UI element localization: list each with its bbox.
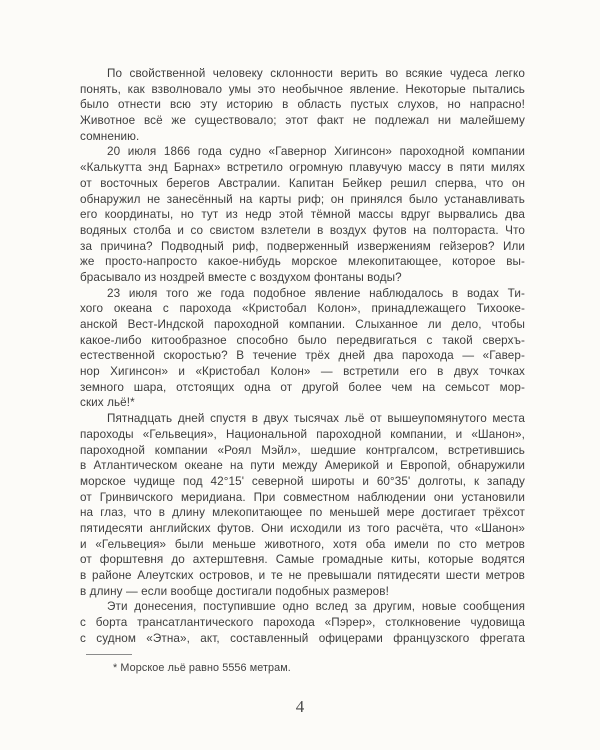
text-line: анской Вест-Индской пароходной компании. Слыханное ли дело, чтобы — [80, 318, 525, 331]
paragraph — [80, 599, 525, 646]
text-line: от форштевня до ахтерштевня. Самые громадные киты, которые водятся — [80, 553, 525, 567]
text-line: пятидесяти английских футов. Они исходили из того расчёта, что «Шанон» — [80, 521, 525, 535]
text-line: от Гринвичского меридиана. При совместном наблюдении они установили — [80, 490, 525, 504]
text-line: в районе Алеутских островов, и те не превышали пятидесяти шести метров — [80, 569, 525, 582]
text-line: с борта трансатлантического парохода «Пэрер», столкновение чудовища — [80, 616, 525, 630]
text-line: брасывало из ноздрей вместе с воздухом фонтаны воды? — [80, 270, 402, 284]
text-line: на глаз, что в длину млекопитающее по меньшей мере достигает трёхсот — [80, 506, 525, 520]
text-line: 23 июля того же года подобное явление наблюдалось в водах Ти- — [107, 286, 525, 300]
text-line: водяных столба и со свистом взлетели в воздух футов на полтораста. Что — [80, 223, 525, 237]
text-line: понять, как взволновало умы это необычное явление. Некоторые пытались — [80, 82, 525, 96]
text-line: от восточных берегов Австралии. Капитан Бейкер решил сперва, что он — [80, 176, 525, 190]
text-line: сомнению. — [80, 129, 140, 143]
text-line: земного шара, отстоящих одна от другой более чем на семьсот мор- — [80, 380, 525, 394]
paragraph — [80, 144, 525, 285]
text-line: морское чудище под 42°15' северной широты и 60°35' долготы, к западу — [80, 474, 525, 488]
footnote-text: * Морское льё равно 5556 метрам. — [113, 662, 291, 674]
text-line: в Атлантическом океане на пути между Америкой и Европой, обнаружили — [80, 459, 525, 473]
text-line: обнаружил не занесённый на карты риф; он принялся было устанавливать — [80, 192, 525, 206]
page-number: 4 — [295, 697, 305, 716]
text-line: за причина? Подводный риф, подверженный извержениям гейзеров? Или — [80, 239, 525, 253]
text-line: По свойственной человеку склонности верить во всякие чудеса легко — [107, 67, 525, 80]
text-line: и «Гельвеция» были меньше животного, хотя оба имели по сто метров — [80, 537, 525, 551]
text-line: в длину — если вообще достигали подобных размеров! — [80, 584, 389, 598]
footnote-separator — [86, 654, 132, 655]
text-line: хого океана с парохода «Кристобал Колон», принадлежащего Тихооке- — [80, 302, 525, 316]
text-line: какое-либо китообразное способно было передвигаться с такой сверхъ- — [80, 333, 525, 347]
paragraph — [80, 411, 525, 599]
text-line: «Калькутта энд Барнах» встретило огромную плавучую массу в пяти милях — [80, 161, 525, 175]
text-line: Животное всё же существовало; этот факт не подлежал ни малейшему — [80, 114, 525, 128]
text-line: его координаты, но тут из недр этой тёмной массы вдруг вырвались два — [80, 208, 525, 222]
text-line: Пятнадцать дней спустя в двух тысячах льё от вышеупомянутого места — [107, 412, 525, 426]
text-line: с судном «Этна», акт, составленный офицерами французского фрегата — [80, 631, 525, 645]
body-text — [80, 66, 525, 646]
text-line: ских льё!* — [80, 396, 135, 410]
text-line: Эти донесения, поступившие одно вслед за другим, новые сообщения — [107, 600, 525, 614]
text-line: естественной скоростью? В течение трёх дней два парохода — «Гавер- — [80, 349, 525, 363]
text-line: нор Хигинсон» и «Кристобал Колон» — встретили его в двух точках — [80, 365, 525, 379]
paragraph — [80, 286, 525, 412]
text-line: пароходы «Гельвеция», Национальной пароходной компании, и «Шанон», — [80, 427, 525, 441]
paragraph — [80, 66, 525, 144]
text-line: 20 июля 1866 года судно «Гавернор Хигинсон» пароходной компании — [107, 145, 525, 159]
text-line: же просто-напросто какое-нибудь морское млекопитающее, которое вы- — [80, 255, 525, 269]
footnote-block — [80, 650, 525, 674]
text-line: пароходной компании «Роял Мэйл», шедшие контргалсом, встретившись — [80, 443, 525, 457]
text-line: было отнести всю эту историю в область пустых слухов, но напрасно! — [80, 98, 525, 112]
